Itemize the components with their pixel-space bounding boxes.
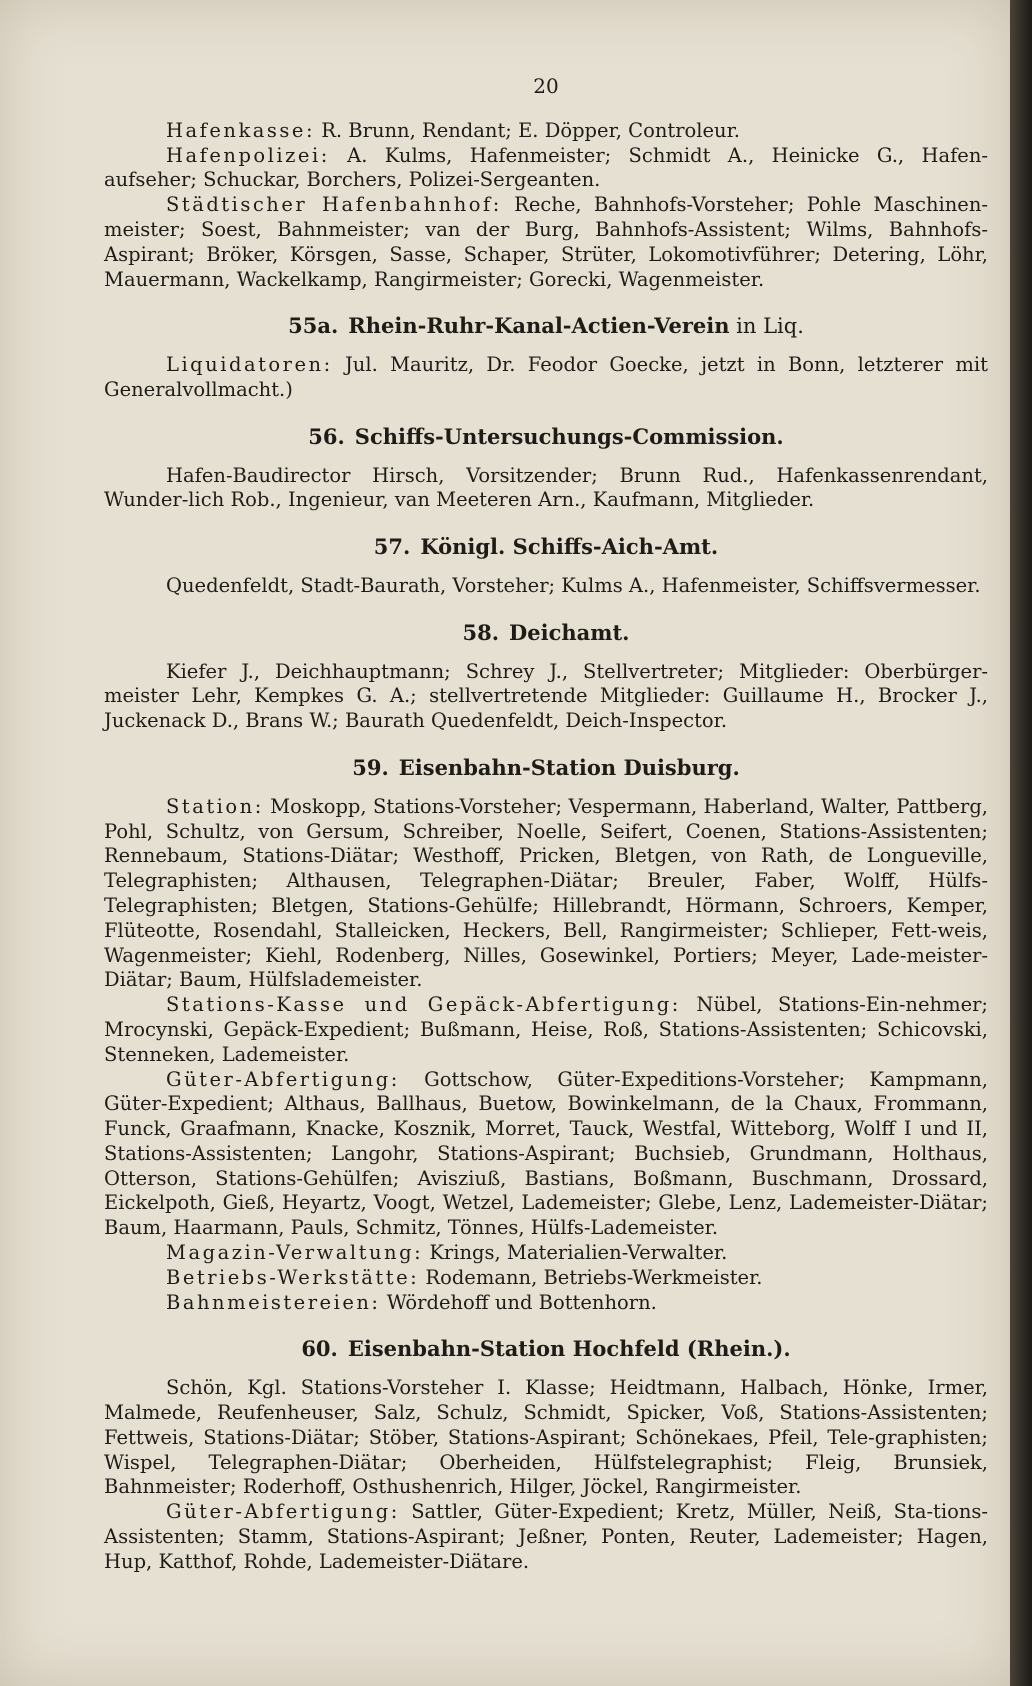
section-heading <box>104 425 988 450</box>
section-title: Rhein-Ruhr-Kanal-Actien-Verein <box>348 313 730 339</box>
paragraph-label: Stations-Kasse und Gepäck-Abfertigung: <box>166 993 681 1017</box>
section-number: 57. <box>373 534 411 560</box>
section-heading <box>104 756 988 781</box>
paragraph-label: Hafenpolizei: <box>166 143 330 167</box>
section-heading <box>104 621 988 646</box>
page-edge <box>1010 0 1032 1686</box>
paragraph-text: Quedenfeldt, Stadt-Baurath, Vorsteher; Kulms A., Hafenmeister, Schiffsvermesser. <box>166 573 981 597</box>
paragraph <box>104 574 988 599</box>
paragraph <box>104 119 988 144</box>
paragraph-text: R. Brunn, Rendant; E. Döpper, Controleur. <box>315 118 740 142</box>
section-heading <box>104 1337 988 1362</box>
paragraph-label: Hafenkasse: <box>166 118 316 142</box>
section-number: 55a. <box>288 313 339 339</box>
paragraph <box>104 1376 988 1500</box>
paragraph-label: Magazin-Verwaltung: <box>166 1241 424 1265</box>
section-number: 60. <box>301 1336 338 1362</box>
paragraph-text: A. Kulms, Hafenmeister; Schmidt A., Heinicke G., Hafen-aufseher; Schuckar, Borchers, Polizei-Sergeanten. <box>104 143 988 192</box>
paragraph-text: Reche, Bahnhofs-Vorsteher; Pohle Maschinen-meister; Soest, Bahnmeister; van der Burg, Bahnhofs-Assistent; Wilms, Bahnhofs-Aspirant; Bröker, Körsgen, Sasse, Schaper, Strüter, Lokomotivführer; Detering, Löhr, Mauermann, Wackelkamp, Rangirmeister; Gorecki, Wagenmeister. <box>104 193 988 291</box>
paragraph-text: Moskopp, Stations-Vorsteher; Vespermann, Haberland, Walter, Pattberg, Pohl, Schultz, von Gersum, Schreiber, Noelle, Seifert, Coenen, Stations-Assistenten; Rennebaum, Stations-Diätar; Westhoff, Pricken, Bletgen, von Rath, de Longueville, Telegraphisten; Althausen, Telegraphen-Diätar; Breuler, Faber, Wolff, Hülfs-Telegraphisten; Bletgen, Stations-Gehülfe; Hillebrandt, Hörmann, Schroers, Kemper, Flüteotte, Rosendahl, Stalleicken, Heckers, Bell, Rangirmeister; Schlieper, Fett-weis, Wagenmeister; Kiehl, Rodenberg, Nilles, Gosewinkel, Portiers; Meyer, Lade-meister-Diätar; Baum, Hülfslademeister. <box>104 794 988 992</box>
paragraph-text: Sattler, Güter-Expedient; Kretz, Müller, Neiß, Sta-tions-Assistenten; Stamm, Stations-Aspirant; Jeßner, Ponten, Reuter, Lademeister; Hagen, Hup, Katthof, Rohde, Lademeister-Diätare. <box>104 1500 988 1573</box>
paragraph-text: Wördehoff und Bottenhorn. <box>380 1290 657 1314</box>
paragraph-label: Betriebs-Werkstätte: <box>166 1265 420 1289</box>
section-number: 56. <box>308 423 345 449</box>
paragraph <box>104 1266 988 1291</box>
paragraph-text: Gottschow, Güter-Expeditions-Vorsteher; Kampmann, Güter-Expedient; Althaus, Ballhaus, Buetow, Bowinkelmann, de la Chaux, Frommann, Funck, Graafmann, Knacke, Kosznik, Morret, Tauck, Westfal, Witteborg, Wolff I und II, Stations-Assistenten; Langohr, Stations-Aspirant; Buchsieb, Grundmann, Holthaus, Otterson, Stations-Gehülfen; Avisziuß, Bastians, Boßmann, Buschmann, Drossard, Eickelpoth, Gieß, Heyartz, Voogt, Wetzel, Lademeister; Glebe, Lenz, Lademeister-Diätar; Baum, Haarmann, Pauls, Schmitz, Tönnes, Hülfs-Lademeister. <box>104 1067 988 1240</box>
section-heading <box>104 535 988 560</box>
paragraph <box>104 144 988 194</box>
section-suffix: in Liq. <box>729 314 804 339</box>
paragraph-text: Nübel, Stations-Ein-nehmer; Mrocynski, Gepäck-Expedient; Bußmann, Heise, Roß, Stations-Assistenten; Schicovski, Stenneken, Lademeister. <box>104 993 988 1066</box>
paragraph <box>104 464 988 514</box>
paragraph-label: Güter-Abfertigung: <box>166 1067 400 1091</box>
paragraph-label: Liquidatoren: <box>166 353 333 377</box>
paragraph <box>104 353 988 403</box>
paragraph-text: Schön, Kgl. Stations-Vorsteher I. Klasse; Heidtmann, Halbach, Hönke, Irmer, Malmede, Reufenheuser, Salz, Schulz, Schmidt, Spicker, Voß, Stations-Assistenten; Fettweis, Stations-Diätar; Stöber, Stations-Aspirant; Schönekaes, Pfeil, Tele-graphisten; Wispel, Telegraphen-Diätar; Oberheiden, Hülfstelegraphist; Fleig, Brunsiek, Bahnmeister; Roderhoff, Osthushenrich, Hilger, Jöckel, Rangirmeister. <box>104 1376 988 1499</box>
paragraph <box>104 795 988 993</box>
page-content <box>104 74 988 1575</box>
paragraph <box>104 1291 988 1316</box>
paragraph-text: Jul. Mauritz, Dr. Feodor Goecke, jetzt in Bonn, letzterer mit Generalvollmacht.) <box>104 353 988 401</box>
section-heading <box>104 314 988 339</box>
text-blocks <box>104 119 988 1575</box>
paragraph-label: Güter-Abfertigung: <box>166 1500 400 1524</box>
paragraph-label: Station: <box>166 794 264 818</box>
paragraph <box>104 1241 988 1266</box>
paragraph-text: Rodemann, Betriebs-Werkmeister. <box>419 1265 763 1289</box>
paragraph <box>104 193 988 292</box>
paragraph-label: Bahnmeistereien: <box>166 1290 381 1314</box>
section-title: Deichamt. <box>509 619 630 645</box>
section-title: Eisenbahn-Station Duisburg. <box>398 754 740 780</box>
section-title: Königl. Schiffs-Aich-Amt. <box>420 534 719 560</box>
paragraph-label: Städtischer Hafenbahnhof: <box>166 193 502 217</box>
paragraph-text: Hafen-Baudirector Hirsch, Vorsitzender; Brunn Rud., Hafenkassenrendant, Wunder-lich Rob., Ingenieur, van Meeteren Arn., Kaufmann, Mitglieder. <box>104 463 988 512</box>
section-title: Eisenbahn-Station Hochfeld (Rhein.). <box>347 1336 791 1362</box>
paragraph-text: Kiefer J., Deichhauptmann; Schrey J., Stellvertreter; Mitglieder: Oberbürger-meister Lehr, Kempkes G. A.; stellvertretende Mitglieder: Guillaume H., Brocker J., Juckenack D., Brans W.; Baurath Quedenfeldt, Deich-Inspector. <box>104 659 988 733</box>
paragraph <box>104 1068 988 1242</box>
paragraph <box>104 1500 988 1574</box>
page-number: 20 <box>533 74 559 98</box>
paragraph-text: Krings, Materialien-Verwalter. <box>423 1241 728 1265</box>
section-number: 59. <box>352 754 389 780</box>
paragraph <box>104 660 988 734</box>
section-number: 58. <box>462 619 500 645</box>
section-title: Schiffs-Untersuchungs-Commission. <box>354 423 784 449</box>
paragraph <box>104 993 988 1067</box>
